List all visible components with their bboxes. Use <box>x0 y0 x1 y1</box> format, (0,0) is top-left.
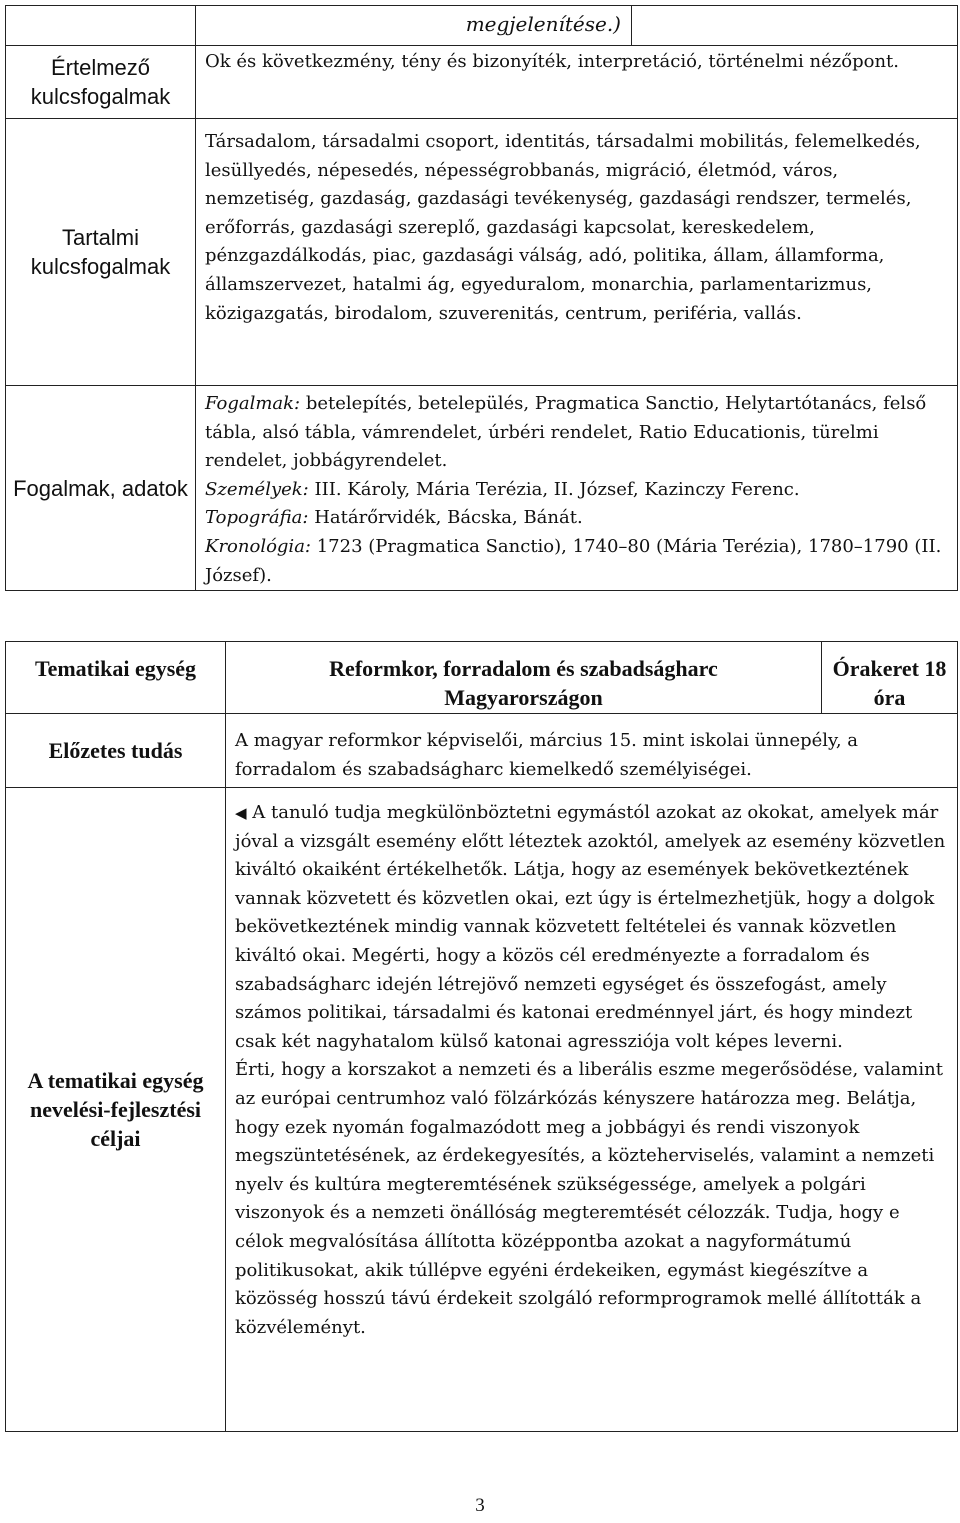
goals-label: A tematikai egység nevelési-fejlesztési céljai <box>6 788 226 1432</box>
topografia-label: Topográfia: <box>205 507 309 529</box>
goals-paragraph-2: Érti, hogy a korszakot a nemzeti és a liberális eszme megerősödése, valamint az európai centrumhoz való fölzárkózás kényszere határozza meg. Belátja, hogy ezek nyomán fogalmazódott meg a jobbágyi és rendi viszonyok megszüntetésének, az érdekegyesítés, a közteherviselés, valamint a nemzeti nyelv és kultúra megteremtésének szükségessége, amelyek a polgári viszonyok és a nemzeti önállóság megteremtését célozzák. Tudja, hogy e célok megvalósítása állította középpontba azokat a nagyformátumú politikusokat, akik túllépve egyéni érdekeiken, egymást kiegészítve a közösség hosszú távú érdekeit szolgáló reformprogramok mellé állították a közvéleményt. <box>235 1059 943 1338</box>
goals-text <box>226 788 958 1432</box>
row-label-ertelmezo: Értelmező kulcsfogalmak <box>6 46 196 119</box>
fogalmak-label: Fogalmak: <box>205 393 301 414</box>
curriculum-table-top <box>5 5 958 591</box>
prior-knowledge-text: A magyar reformkor képviselői, március 15. mint iskolai ünnepély, a forradalom és szabadságharc kiemelkedő személyiségei. <box>226 714 958 788</box>
szemelyek-value: III. Károly, Mária Terézia, II. József, Kazinczy Ferenc. <box>314 478 800 500</box>
kronologia-label: Kronológia: <box>205 535 311 557</box>
topografia-value: Határőrvidék, Bácska, Bánát. <box>314 507 583 529</box>
kronologia-value: 1723 (Pragmatica Sanctio), 1740–80 (Mária Terézia), 1780–1790 (II. József). <box>205 535 942 586</box>
fogalmak-adatok-text <box>196 386 958 591</box>
goals-paragraph-1: A tanuló tudja megkülönböztetni egymástól azokat az okokat, amelyek már jóval a vizsgált esemény előtt léteztek azoktól, amelyek az esemény közvetlen kiváltó okaiként értékelhetők. Látja, hogy az események bekövetkeztének vannak közvetett és közvetlen okai, ezt úgy is értelmezhetjük, hogy a dolgok bekövetkeztének mindig vannak közvetett feltételei és vannak közvetlen kiváltó okai. Megérti, hogy a közös cél eredményezte a forradalom és szabadságharc idején létrejövő nemzeti egységet és összefogást, amely számos politikai, társadalmi és katonai eredménnyel járt, és hogy mindezt csak két nagyhatalom külső katonai agressziója volt képes leverni. <box>235 802 946 1052</box>
tartalmi-text: Társadalom, társadalmi csoport, identitás, társadalmi mobilitás, felemelkedés, lesüllyedés, népesedés, népességrobbanás, migráció, életmód, város, nemzetiség, gazdaság, gazdasági tevékenység, gazdasági rendszer, termelés, erőforrás, gazdasági szereplő, gazdasági kapcsolat, kereskedelem, pénzgazdálkodás, piac, gazdasági válság, adó, politika, állam, államforma, államszervezet, hatalmi ág, egyeduralom, monarchia, parlamentarizmus, közigazgatás, birodalom, szuverenitás, centrum, periféria, vallás. <box>196 119 958 386</box>
curriculum-table-unit <box>5 641 958 1432</box>
row-label-fogalmak: Fogalmak, adatok <box>6 386 196 591</box>
szemelyek-label: Személyek: <box>205 478 309 500</box>
left-triangle-icon: ◀ <box>235 804 247 822</box>
empty-label-cell <box>6 6 196 46</box>
page-number: 3 <box>475 1495 485 1516</box>
unit-title: Reformkor, forradalom és szabadságharc Magyarországon <box>226 642 822 714</box>
prev-tail-text: megjelenítése.) <box>196 6 632 45</box>
fogalmak-value: betelepítés, betelepülés, Pragmatica Sanctio, Helytartótanács, felső tábla, alsó tábla, vámrendelet, úrbéri rendelet, Ratio Educationis, türelmi rendelet, jobbágyrendelet. <box>205 393 927 472</box>
unit-label: Tematikai egység <box>6 642 226 714</box>
prior-knowledge-label: Előzetes tudás <box>6 714 226 788</box>
row-label-tartalmi: Tartalmi kulcsfogalmak <box>6 119 196 386</box>
prev-tail-cell <box>196 6 958 46</box>
ertelmezo-text: Ok és következmény, tény és bizonyíték, interpretáció, történelmi nézőpont. <box>196 46 958 119</box>
hours-label: Órakeret 18 óra <box>822 642 958 714</box>
